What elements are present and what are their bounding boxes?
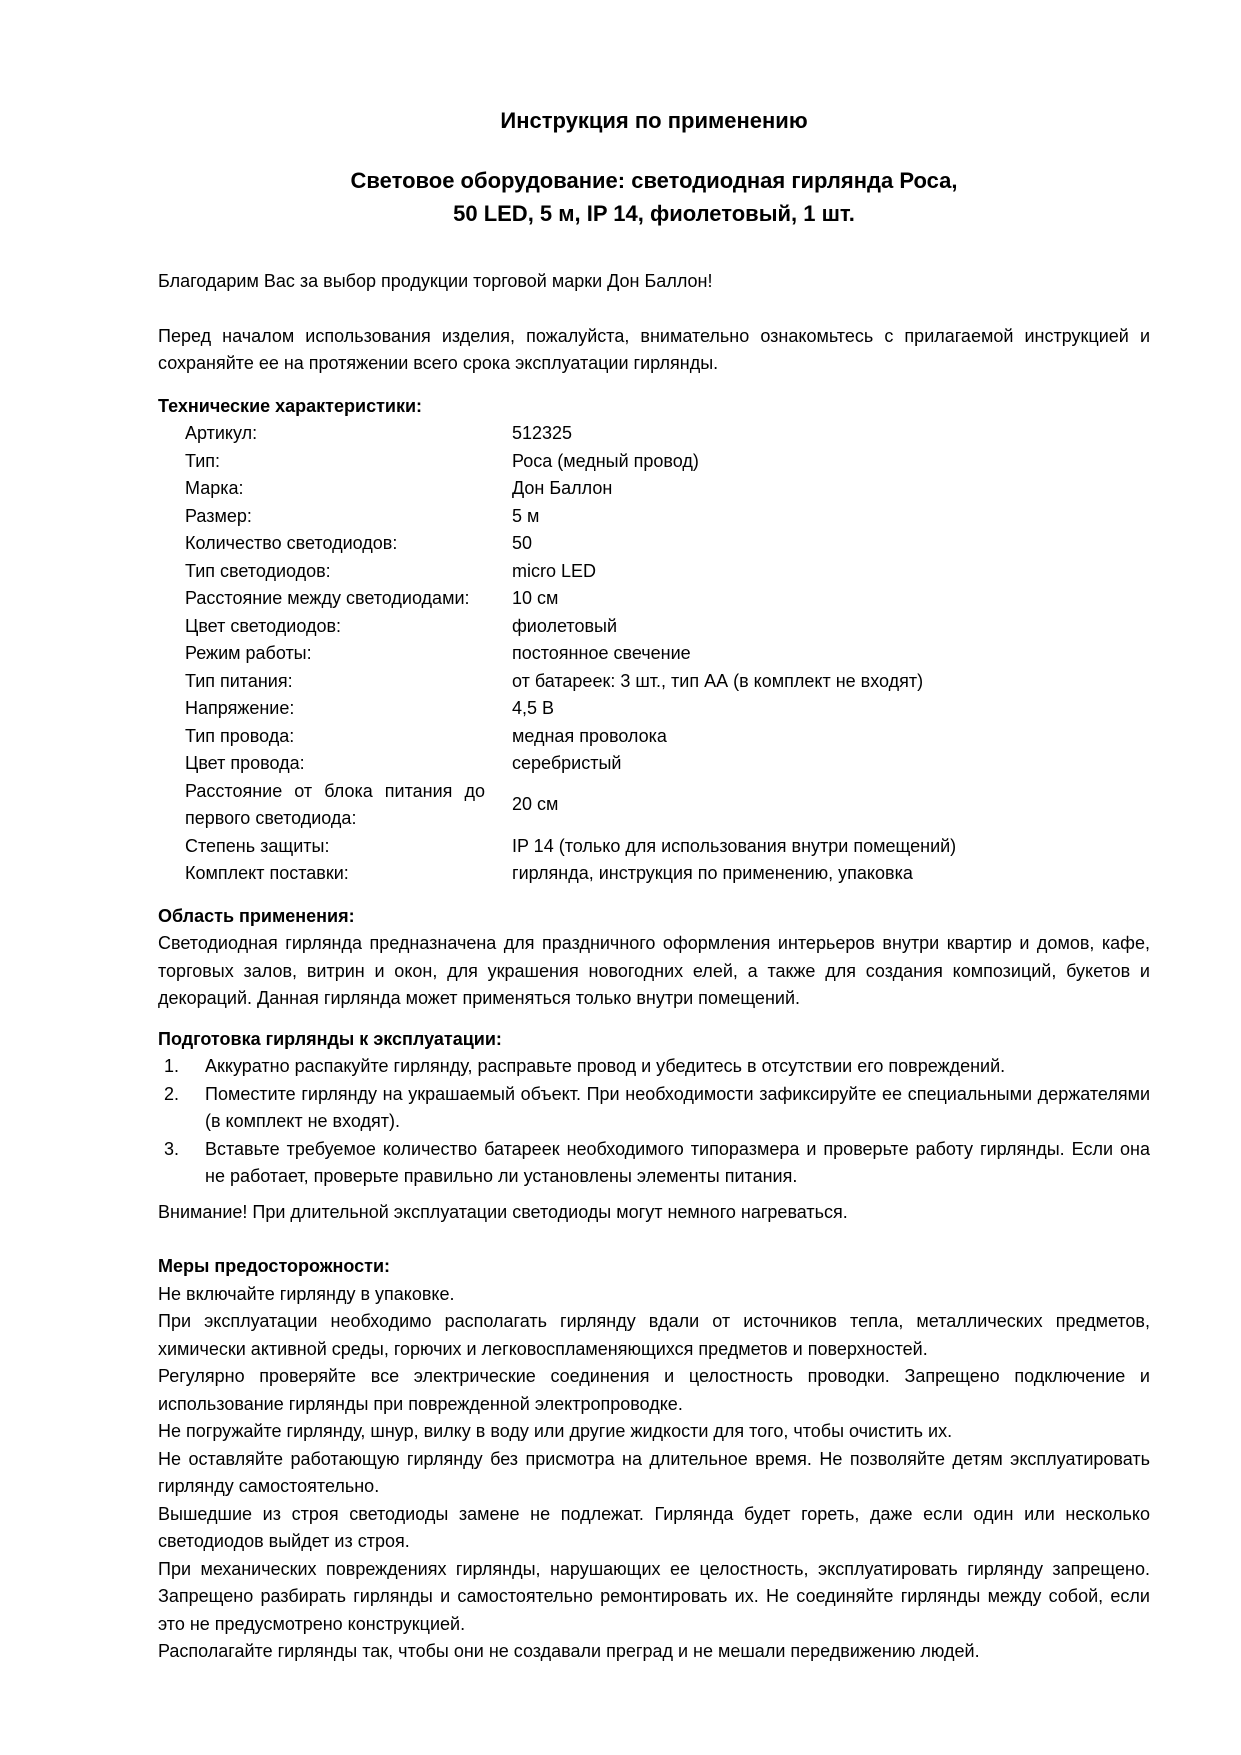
product-subtitle-line2: 50 LED, 5 м, IP 14, фиолетовый, 1 шт. (453, 201, 855, 226)
precautions-heading: Меры предосторожности: (158, 1256, 391, 1276)
list-item-number: 3. (164, 1138, 180, 1159)
spec-label: Цвет светодиодов: (185, 615, 342, 636)
precautions-body (158, 1281, 1150, 1666)
spec-label: Степень защиты: (185, 835, 330, 856)
specs-table (185, 420, 956, 888)
spec-value: медная проволока (512, 725, 667, 746)
precaution-paragraph: При механических повреждениях гирлянды, нарушающих ее целостность, эксплуатировать гирлянду запрещено. Запрещено разбирать гирлянды и самостоятельно ремонтировать их. Не соединяйте гирлянды между собой, если это не предусмотрено конструкцией. (158, 1558, 1150, 1634)
list-item-text: Аккуратно распакуйте гирлянду, расправьте провод и убедитесь в отсутствии его повреждений. (205, 1056, 1006, 1076)
spec-label: Тип питания: (185, 670, 293, 691)
spec-row (185, 695, 956, 723)
page-title: Инструкция по применению (500, 108, 808, 133)
spec-label: Размер: (185, 505, 252, 526)
spec-row (185, 448, 956, 476)
spec-label: Артикул: (185, 423, 258, 443)
precaution-paragraph: Не погружайте гирлянду, шнур, вилку в воду или другие жидкости для того, чтобы очистить их. (158, 1421, 953, 1441)
spec-row (185, 613, 956, 641)
spec-value: 512325 (512, 423, 573, 443)
spec-value: 10 см (512, 588, 559, 608)
precaution-paragraph: При эксплуатации необходимо располагать гирлянду вдали от источников тепла, металлических предметов, химически активной среды, горючих и легковоспламеняющихся предметов и поверхностей. (158, 1311, 1150, 1359)
product-subtitle-line1: Световое оборудование: светодиодная гирлянда Роса, (350, 168, 958, 193)
precaution-paragraph: Располагайте гирлянды так, чтобы они не создавали преград и не мешали передвижению людей. (158, 1641, 980, 1661)
spec-row (185, 475, 956, 503)
spec-label: Режим работы: (185, 643, 312, 663)
list-item-number: 2. (164, 1083, 180, 1104)
spec-row (185, 833, 956, 861)
thanks-paragraph: Благодарим Вас за выбор продукции торговой марки Дон Баллон! (158, 271, 713, 291)
spec-row (185, 668, 956, 696)
spec-row (185, 723, 956, 751)
preparation-list (158, 1053, 1150, 1191)
spec-value: Роса (медный провод) (512, 450, 699, 471)
list-item-number: 1. (164, 1056, 180, 1076)
spec-value: фиолетовый (512, 615, 618, 636)
spec-row (185, 530, 956, 558)
spec-label: Цвет провода: (185, 753, 305, 773)
spec-value: серебристый (512, 753, 622, 773)
spec-row (185, 558, 956, 586)
spec-label: Марка: (185, 478, 244, 498)
spec-row (185, 860, 956, 888)
read-notice-paragraph: Перед началом использования изделия, пожалуйста, внимательно ознакомьтесь с прилагаемой инструкцией и сохраняйте ее на протяжении всего срока эксплуатации гирлянды. (158, 325, 1150, 373)
specs-heading: Технические характеристики: (158, 395, 423, 416)
spec-label: Напряжение: (185, 698, 295, 718)
spec-row (185, 585, 956, 613)
spec-value: 4,5 В (512, 698, 555, 718)
spec-value: постоянное свечение (512, 643, 691, 663)
list-item (158, 1053, 1150, 1081)
spec-label: Тип светодиодов: (185, 560, 331, 581)
spec-label: Расстояние между светодиодами: (185, 588, 470, 608)
spec-row (185, 420, 956, 448)
spec-row (185, 640, 956, 668)
spec-value: micro LED (512, 560, 597, 581)
spec-value: 20 см (512, 794, 559, 815)
spec-label: Расстояние от блока питания до первого светодиода: (185, 780, 485, 828)
spec-value: IP 14 (только для использования внутри помещений) (512, 835, 957, 856)
product-subtitle (158, 164, 1150, 230)
preparation-heading: Подготовка гирлянды к эксплуатации: (158, 1028, 502, 1049)
precaution-paragraph: Не включайте гирлянду в упаковке. (158, 1283, 455, 1304)
list-item (158, 1136, 1150, 1191)
application-paragraph: Светодиодная гирлянда предназначена для праздничного оформления интерьеров внутри квартир и домов, кафе, торговых залов, витрин и окон, для украшения новогодних елей, а также для создания композиций, букетов и декораций. Данная гирлянда может применяться только внутри помещений. (158, 933, 1150, 1008)
spec-value: гирлянда, инструкция по применению, упаковка (512, 863, 913, 883)
application-heading: Область применения: (158, 905, 355, 926)
spec-row (185, 750, 956, 778)
list-item-text: Поместите гирлянду на украшаемый объект. При необходимости зафиксируйте ее специальными держателями (в комплект не входят). (205, 1083, 1150, 1131)
spec-label: Тип провода: (185, 725, 295, 746)
spec-label: Комплект поставки: (185, 863, 349, 883)
precaution-paragraph: Вышедшие из строя светодиоды замене не подлежат. Гирлянда будет гореть, даже если один или несколько светодиодов выйдет из строя. (158, 1503, 1150, 1551)
precaution-paragraph: Регулярно проверяйте все электрические соединения и целостность проводки. Запрещено подключение и использование гирлянды при поврежденной электропроводке. (158, 1366, 1150, 1414)
spec-row (185, 778, 956, 833)
spec-value: 50 (512, 533, 533, 553)
list-item (158, 1081, 1150, 1136)
spec-value: Дон Баллон (512, 478, 613, 498)
warning-paragraph: Внимание! При длительной эксплуатации светодиоды могут немного нагреваться. (158, 1201, 848, 1222)
spec-row (185, 503, 956, 531)
precaution-paragraph: Не оставляйте работающую гирлянду без присмотра на длительное время. Не позволяйте детям эксплуатировать гирлянду самостоятельно. (158, 1448, 1150, 1496)
list-item-text: Вставьте требуемое количество батареек необходимого типоразмера и проверьте работу гирлянды. Если она не работает, проверьте правильно ли установлены элементы питания. (205, 1138, 1150, 1186)
spec-label: Количество светодиодов: (185, 533, 398, 553)
spec-value: от батареек: 3 шт., тип АА (в комплект не входят) (512, 670, 924, 691)
spec-label: Тип: (185, 450, 221, 471)
spec-value: 5 м (512, 505, 540, 526)
